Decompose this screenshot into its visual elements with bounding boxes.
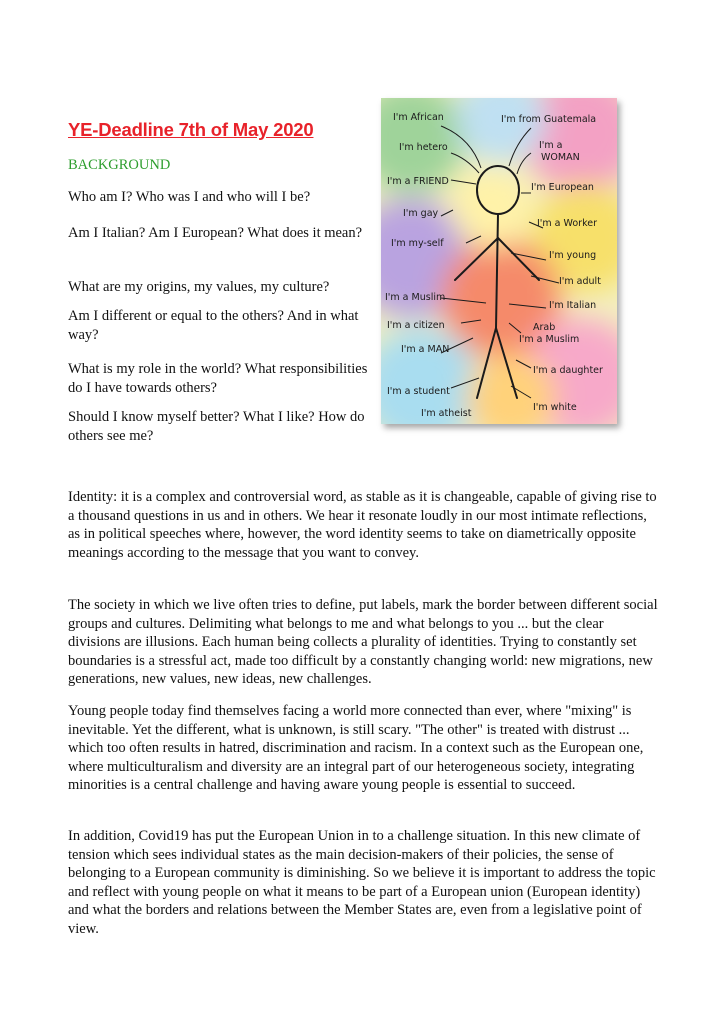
drawing-label: I'm a MAN (401, 344, 450, 355)
question-text: Am I Italian? Am I European? What does it mean? (68, 225, 363, 241)
question-text: Should I know myself better? What I like? How do others see me? (68, 409, 365, 444)
body-paragraph: Young people today find themselves facing a world more connected than ever, where "mixing" is inevitable. Yet the different, what is unknown, is still scary. "The other" is treated with distrust ... which too often results in hatred, discrimination and racism. In a context such as the European one, where multiculturalism and diversity are an integral part of our heterogeneous society, integrating minorities is a central challenge and having aware young people is essential to succeed. (68, 703, 644, 793)
drawing-label: WOMAN (541, 152, 580, 163)
body-paragraph: The society in which we live often tries to define, put labels, mark the border between different social groups and cultures. Delimiting what belongs to me and what belongs to you ... but the clear divisions are illusions. Each human being collects a plurality of identities. Trying to constantly set boundaries is a stressful act, made too difficult by a constantly changing world: new migrations, new generations, new values, new ideas, new challenges. (68, 597, 658, 687)
question-text: Am I different or equal to the others? And in what way? (68, 308, 359, 343)
question-text: What is my role in the world? What responsibilities do I have towards others? (68, 361, 368, 396)
drawing-label: I'm European (531, 182, 594, 193)
question-text: What are my origins, my values, my culture? (68, 279, 330, 295)
drawing-label: Arab (533, 322, 556, 333)
drawing-label: I'm adult (559, 276, 601, 287)
drawing-label: I'm a Worker (537, 218, 597, 229)
drawing-label: I'm white (533, 402, 577, 413)
identity-drawing (381, 98, 617, 424)
drawing-label: I'm from Guatemala (501, 114, 597, 125)
drawing-label: I'm a daughter (533, 365, 603, 376)
drawing-label: I'm atheist (421, 408, 472, 419)
drawing-label: I'm my-self (391, 238, 444, 249)
body-paragraph: In addition, Covid19 has put the European Union in to a challenge situation. In this new climate of tension which sees individual states as the main decision-makers of their policies, the sense of belonging to a European community is diminishing. So we believe it is important to address the topic and reflect with young people on what it means to be part of a European union (European identity) and what the borders and relations between the Member States are, even from a legislative point of view. (68, 828, 656, 937)
drawing-label: I'm a Muslim (385, 292, 446, 303)
drawing-label: I'm hetero (399, 142, 448, 153)
drawing-label: I'm gay (403, 208, 439, 219)
drawing-label: I'm a FRIEND (387, 176, 449, 187)
drawing-label: I'm a (539, 140, 563, 151)
drawing-label: I'm a Muslim (519, 334, 580, 345)
drawing-label: I'm young (549, 250, 597, 261)
body-paragraph: Identity: it is a complex and controversial word, as stable as it is changeable, capable of giving rise to a thousand questions in us and in others. We hear it resonate loudly in our most intimate reflections, as in political speeches where, however, the word identity seems to take on diametrically opposite meanings according to the message that you want to convey. (68, 489, 657, 561)
drawing-label: I'm a citizen (387, 320, 445, 331)
drawing-label: I'm African (393, 112, 444, 123)
question-text: Who am I? Who was I and who will I be? (68, 189, 311, 205)
drawing-label: I'm Italian (549, 300, 597, 311)
section-heading: BACKGROUND (68, 157, 171, 173)
drawing-label: I'm a student (387, 386, 450, 397)
page-title: YE-Deadline 7th of May 2020 (68, 119, 314, 140)
